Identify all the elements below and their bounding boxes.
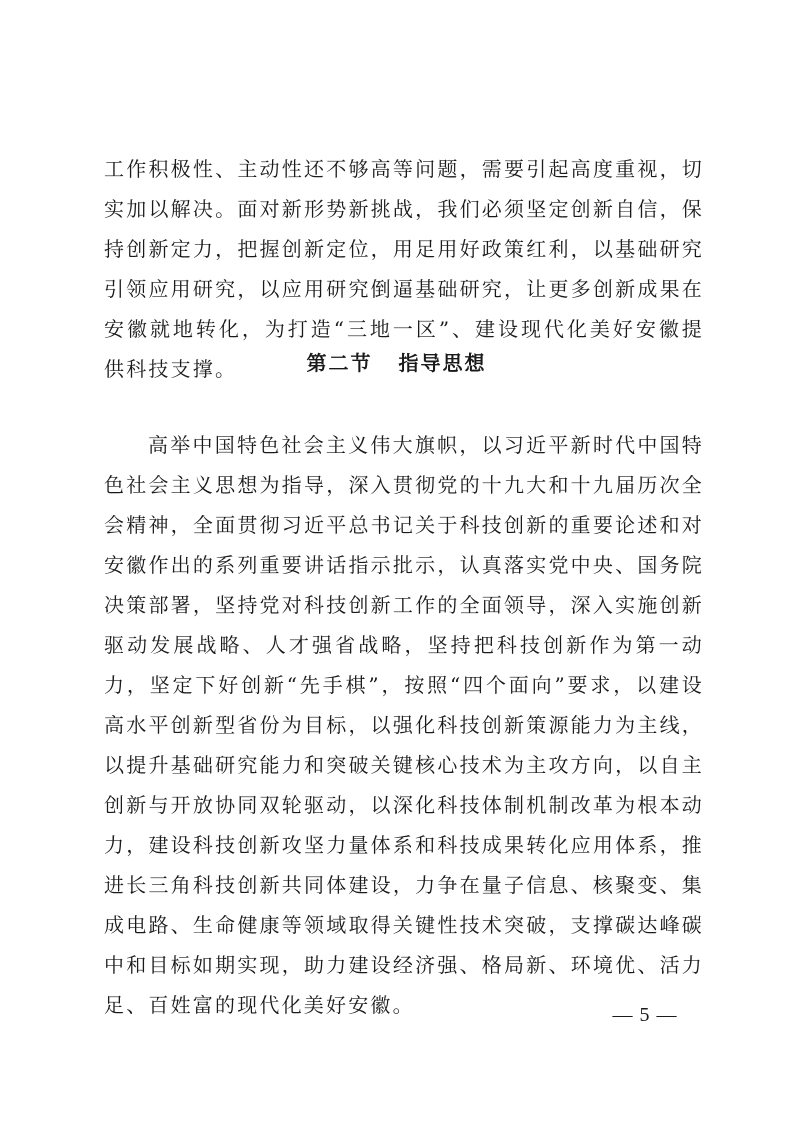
page-number: — 5 — [612, 1004, 678, 1026]
section-number: 第二节 [306, 351, 373, 375]
body-paragraph-guiding-ideology: 高举中国特色社会主义伟大旗帜，以习近平新时代中国特色社会主义思想为指导，深入贯彻党的十九大和十九届历次全会精神，全面贯彻习近平总书记关于科技创新的重要论述和对安徽作出的系列重要讲话指示批示，认真落实党中央、国务院决策部署，坚持党对科技创新工作的全面领导，深入实施创新驱动发展战略、人才强省战略，坚持把科技创新作为第一动力，坚定下好创新“先手棋”，按照“四个面向”要求，以建设高水平创新型省份为目标，以强化科技创新策源能力为主线，以提升基础研究能力和突破关键核心技术为主攻方向，以自主创新与开放协同双轮驱动，以深化科技体制机制改革为根本动力，建设科技创新攻坚力量体系和科技成果转化应用体系，推进长三角科技创新共同体建设，力争在量子信息、核聚变、集成电路、生命健康等领域取得关键性技术突破，支撑碳达峰碳中和目标如期实现，助力建设经济强、格局新、环境优、活力足、百姓富的现代化美好安徽。 [104, 433, 704, 1017]
section-heading [0, 347, 793, 376]
body-paragraph-continued: 工作积极性、主动性还不够高等问题，需要引起高度重视，切实加以解决。面对新形势新挑战，我们必须坚定创新自信，保持创新定力，把握创新定位，用足用好政策红利，以基础研究引领应用研究，以应用研究倒逼基础研究，让更多创新成果在安徽就地转化，为打造“三地一区”、建设现代化美好安徽提供科技支撑。 [104, 157, 704, 381]
section-title: 指导思想 [398, 351, 487, 375]
